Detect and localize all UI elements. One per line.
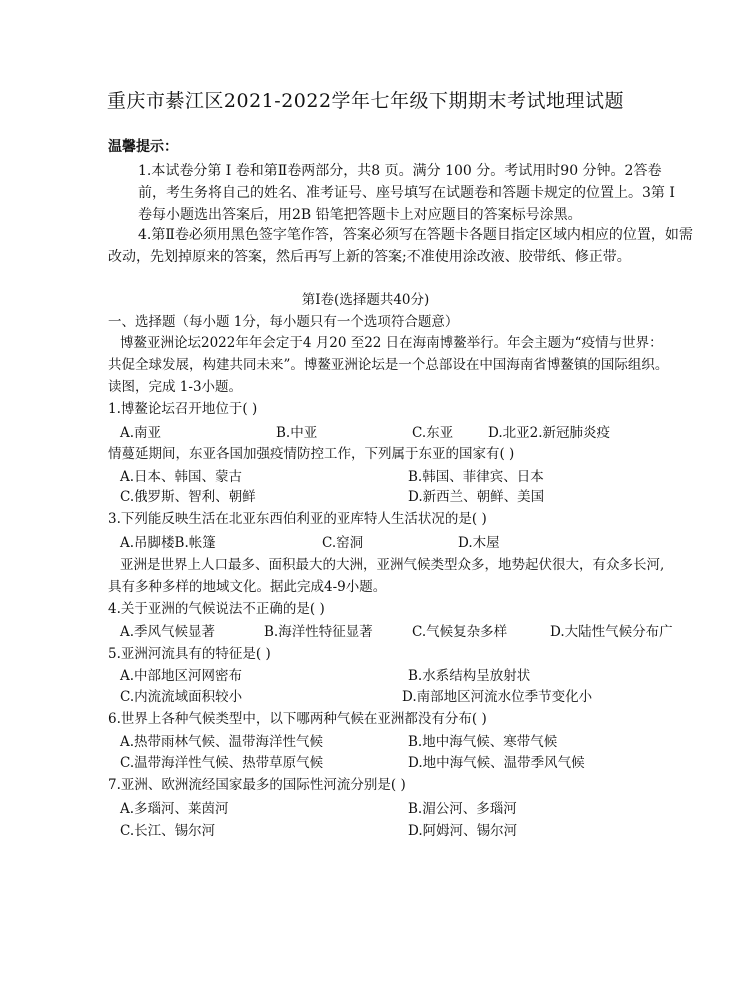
notice-line: 前，考生务将自己的姓名、准考证号、座号填写在试题卷和答题卡规定的位置上。3第 I [138,185,675,201]
notice-line: 1.本试卷分第 I 卷和第Ⅱ卷两部分，共8 页。满分 100 分。考试用时90 分钟。2答卷 [138,163,662,179]
option-4d[interactable]: D.大陆性气候分布广 [550,624,673,640]
question-stem-4: 4.关于亚洲的气候说法不正确的是( ) [108,601,325,617]
material-line: 读图，完成 1-3小题。 [108,379,243,395]
question-stem-7: 7.亚洲、欧洲流经国家最多的国际性河流分别是( ) [108,777,406,793]
option-7b[interactable]: B.湄公河、多瑙河 [408,801,517,817]
exam-title: 重庆市綦江区2021-2022学年七年级下期期末考试地理试题 [106,90,625,112]
material-line: 亚洲是世界上人口最多、面积最大的大洲，亚洲气候类型众多，地势起伏很大，有众多长河, [120,557,665,573]
material-line: 具有多种多样的地域文化。据此完成4-9小题。 [108,579,387,595]
option-5a[interactable]: A.中部地区河网密布 [120,668,243,684]
option-7c[interactable]: C.长江、锡尔河 [120,823,216,839]
material-line: 博鳌亚洲论坛2022年年会定于4 月20 至22 日在海南博鳌举行。年会主题为“疫情与世界： [120,335,663,351]
notice-line: 卷每小题选出答案后，用2B 铅笔把答题卡上对应题目的答案标号涂黑。 [138,207,582,223]
question-stem-6: 6.世界上各种气候类型中，以下哪两种气候在亚洲都没有分布( ) [108,711,487,727]
option-4a[interactable]: A.季风气候显著 [120,624,216,640]
question-stem-3: 3.下列能反映生活在北亚东西伯利亚的亚库特人生活状况的是( ) [108,511,487,527]
material-line: 共促全球发展，构建共同未来”。博鳌亚洲论坛是一个总部设在中国海南省博鳌镇的国际组织。 [108,357,669,373]
option-3d[interactable]: D.木屋 [458,535,500,551]
option-7a[interactable]: A.多瑙河、莱茵河 [120,801,229,817]
question-stem-2: 情蔓延期间，东亚各国加强疫情防控工作，下列属于东亚的国家有( ) [108,446,515,462]
option-2c[interactable]: C.俄罗斯、智利、朝鲜 [120,489,256,505]
notice-heading: 温馨提示： [108,139,178,155]
option-5b[interactable]: B.水系结构呈放射状 [408,668,531,684]
option-2a[interactable]: A.日本、韩国、蒙古 [120,469,243,485]
option-6a[interactable]: A.热带雨林气候、温带海洋性气候 [120,734,324,750]
option-3c[interactable]: C.窑洞 [322,535,364,551]
question-stem-1: 1.博鳌论坛召开地位于( ) [108,401,258,417]
question-stem-5: 5.亚洲河流具有的特征是( ) [108,646,271,662]
option-6b[interactable]: B.地中海气候、寒带气候 [408,734,558,750]
option-5c[interactable]: C.内流流域面积较小 [120,689,243,705]
part-heading: 一、选择题（每小题 1分，每小题只有一个选项符合题意） [108,314,459,330]
option-2b[interactable]: B.韩国、菲律宾、日本 [408,469,544,485]
option-6c[interactable]: C.温带海洋性气候、热带草原气候 [120,755,324,771]
option-3ab[interactable]: A.吊脚楼B.帐篷 [120,535,216,551]
section-title: 第Ⅰ卷(选择题共40分) [301,292,430,308]
option-4c[interactable]: C.气候复杂多样 [412,624,508,640]
option-7d[interactable]: D.阿姆河、锡尔河 [408,823,518,839]
option-4b[interactable]: B.海洋性特征显著 [264,624,373,640]
notice-line: 改动，先划掉原来的答案，然后再写上新的答案;不准使用涂改液、胶带纸、修正带。 [108,249,631,265]
option-1c[interactable]: C.东亚 [412,425,454,441]
option-2d[interactable]: D.新西兰、朝鲜、美国 [408,489,545,505]
option-1d[interactable]: D.北亚2.新冠肺炎疫 [488,425,611,441]
option-5d[interactable]: D.南部地区河流水位季节变化小 [402,689,593,705]
option-1a[interactable]: A.南亚 [120,425,162,441]
option-1b[interactable]: B.中亚 [276,425,318,441]
notice-line: 4.第Ⅱ卷必须用黑色签字笔作答，答案必须写在答题卡各题目指定区域内相应的位置，如需 [138,227,693,243]
option-6d[interactable]: D.地中海气候、温带季风气候 [408,755,585,771]
